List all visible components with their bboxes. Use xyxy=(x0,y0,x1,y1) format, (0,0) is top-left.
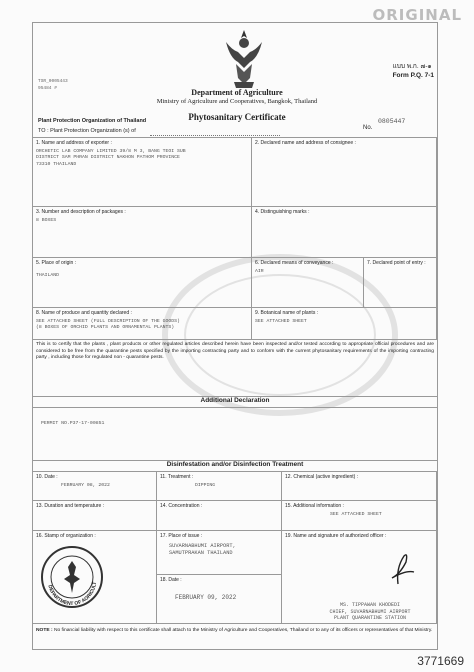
note-text: NOTE : No financial liability with respect to this certificate shall attach to the Ministry of Agriculture and Cooperatives, Thailand or to any of its officers or representatives of that Ministry. xyxy=(36,628,433,633)
ppo-label: Plant Protection Organization of Thailand xyxy=(38,118,147,124)
duration-cell: 13. Duration and temperature : xyxy=(33,501,157,531)
serial-number: 3771669 xyxy=(417,654,464,668)
officer-signature xyxy=(370,548,430,588)
left-reference: TSR_0005443 95484 # xyxy=(38,79,68,91)
certificate-title: Phytosanitary Certificate xyxy=(188,112,286,122)
stamp-cell: 16. Stamp of organization : xyxy=(33,531,157,624)
place-of-issue-cell: 17. Place of issue : SUVARNABHUMI AIRPORT, SAMUTPRAKAN THAILAND xyxy=(157,531,282,575)
marks-cell: 4. Distinguishing marks : xyxy=(252,207,437,258)
officer-cell: 19. Name and signature of authorized officer : xyxy=(282,531,437,624)
form-number: แบบ พ.ก. ๗-๑ Form P.Q. 7-1 xyxy=(392,63,434,79)
additional-info-cell: 15. Additional information : SEE ATTACHED SHEET xyxy=(282,501,437,531)
number-label: No. xyxy=(363,125,373,131)
seal-text: DEPARTMENT OF AGRICULT xyxy=(46,581,99,608)
form-grid xyxy=(33,137,437,330)
entry-point-cell: 7. Declared point of entry : xyxy=(364,258,437,308)
botanical-cell: 9. Botanical name of plants : SEE ATTACHED SHEET xyxy=(252,308,437,340)
treatment-date-cell: 10. Date : FEBRUARY 08, 2022 xyxy=(33,472,157,501)
officer-name: MS. TIPPAWAN KHODEDI CHIEF, SUVARNABHUMI AIRPORT PLANT QUARANTINE STATION xyxy=(329,602,411,621)
to-label: TO : Plant Protection Organization (s) of xyxy=(38,128,136,134)
conveyance-cell: 6. Declared means of conveyance : AIR xyxy=(252,258,364,308)
certification-text: This is to certify that the plants , plant products or other regulated articles described herein have been inspected and/or tested according to appropriate official procedures and are considered to be free from the quarantine pests specified by the importing contracting party and to conform with the current phytosanitary requirements of the importing contracting party , including those for regulated non - quarantine pests. xyxy=(36,342,434,361)
treatment-cell: 11. Treatment : DIPPING xyxy=(157,472,282,501)
garuda-emblem-icon xyxy=(222,28,266,90)
concentration-cell: 14. Concentration : xyxy=(157,501,282,531)
permit-number: PERMIT NO.P37-17-00851 xyxy=(41,421,105,426)
issue-date-cell: 18. Date : FEBRUARY 09, 2022 xyxy=(157,575,282,624)
chemical-cell: 12. Chemical (active ingredient) : xyxy=(282,472,437,501)
origin-cell: 5. Place of origin : THAILAND xyxy=(33,258,252,308)
department-seal-icon xyxy=(40,545,104,609)
produce-cell: 8. Name of produce and quantity declared : SEE ATTACHED SHEET (FULL DESCRIPTION OF THE GOODS) (8 BOXES OF ORCHID PLANTS AND ORNAMENTAL PLANTS) xyxy=(33,308,252,340)
packages-cell: 3. Number and description of packages : 8 BOXES xyxy=(33,207,252,258)
department-title: Department of Agriculture xyxy=(191,88,283,97)
ministry-line: Ministry of Agriculture and Cooperatives, Bangkok, Thailand xyxy=(156,98,318,105)
additional-declaration-title: Additional Declaration xyxy=(33,396,437,408)
original-stamp: ORIGINAL xyxy=(372,6,462,24)
consignee-cell: 2. Declared name and address of consignee : xyxy=(252,138,437,207)
exporter-cell: 1. Name and address of exporter : ORCHETIC LAB COMPANY LIMITED 39/8 M 3, BANG TEOI SUB DISTRICT SAM PHRAN DISTRICT NAKHON PATHOM PROVINCE 73310 THAILAND xyxy=(33,138,252,207)
to-line xyxy=(150,135,280,136)
treatment-title: Disinfestation and/or Disinfection Treatment xyxy=(33,460,437,472)
certificate-number: 0805447 xyxy=(378,118,406,125)
